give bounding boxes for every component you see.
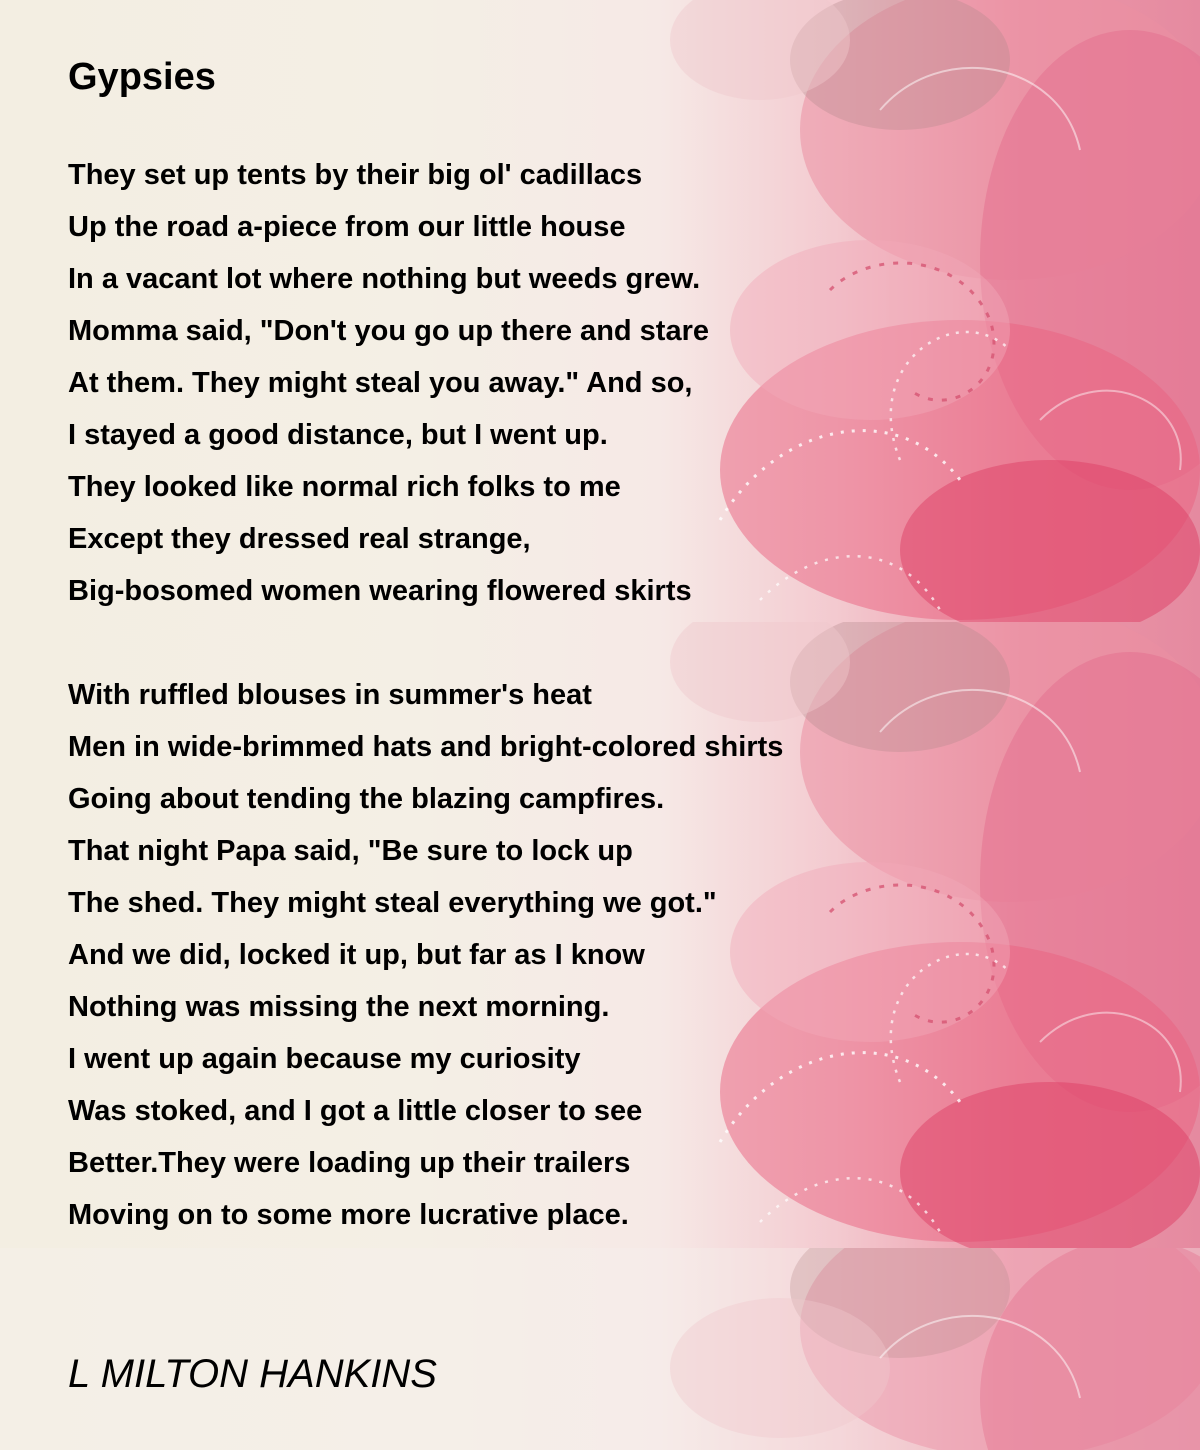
poem-line: Except they dressed real strange, xyxy=(68,523,531,555)
poem-line: Better.They were loading up their trailers xyxy=(68,1147,631,1179)
poem-line: Nothing was missing the next morning. xyxy=(68,991,610,1023)
poem-line: And we did, locked it up, but far as I know xyxy=(68,939,645,971)
poem-line: That night Papa said, "Be sure to lock up xyxy=(68,835,633,867)
poem-line: Moving on to some more lucrative place. xyxy=(68,1199,629,1231)
poem-line: The shed. They might steal everything we got." xyxy=(68,887,717,919)
poem-line: Men in wide-brimmed hats and bright-colored shirts xyxy=(68,731,784,763)
stanza-2 xyxy=(68,669,783,1241)
poem-line: Up the road a-piece from our little house xyxy=(68,211,626,243)
poem-line: They looked like normal rich folks to me xyxy=(68,471,621,503)
stanza-1 xyxy=(68,149,709,617)
poem-line: Going about tending the blazing campfires. xyxy=(68,783,665,815)
poem-line: With ruffled blouses in summer's heat xyxy=(68,679,592,711)
poem-line: They set up tents by their big ol' cadillacs xyxy=(68,159,643,191)
poem-line: I went up again because my curiosity xyxy=(68,1043,581,1075)
poem-line: I stayed a good distance, but I went up. xyxy=(68,419,608,451)
poem-line: Big-bosomed women wearing flowered skirts xyxy=(68,575,692,607)
poem-line: Momma said, "Don't you go up there and stare xyxy=(68,315,710,347)
poem-title: Gypsies xyxy=(68,56,216,98)
poem-author: L MILTON HANKINS xyxy=(68,1352,437,1396)
poem-line: In a vacant lot where nothing but weeds grew. xyxy=(68,263,701,295)
poem-line: At them. They might steal you away." And so, xyxy=(68,367,693,399)
poem-line: Was stoked, and I got a little closer to see xyxy=(68,1095,643,1127)
